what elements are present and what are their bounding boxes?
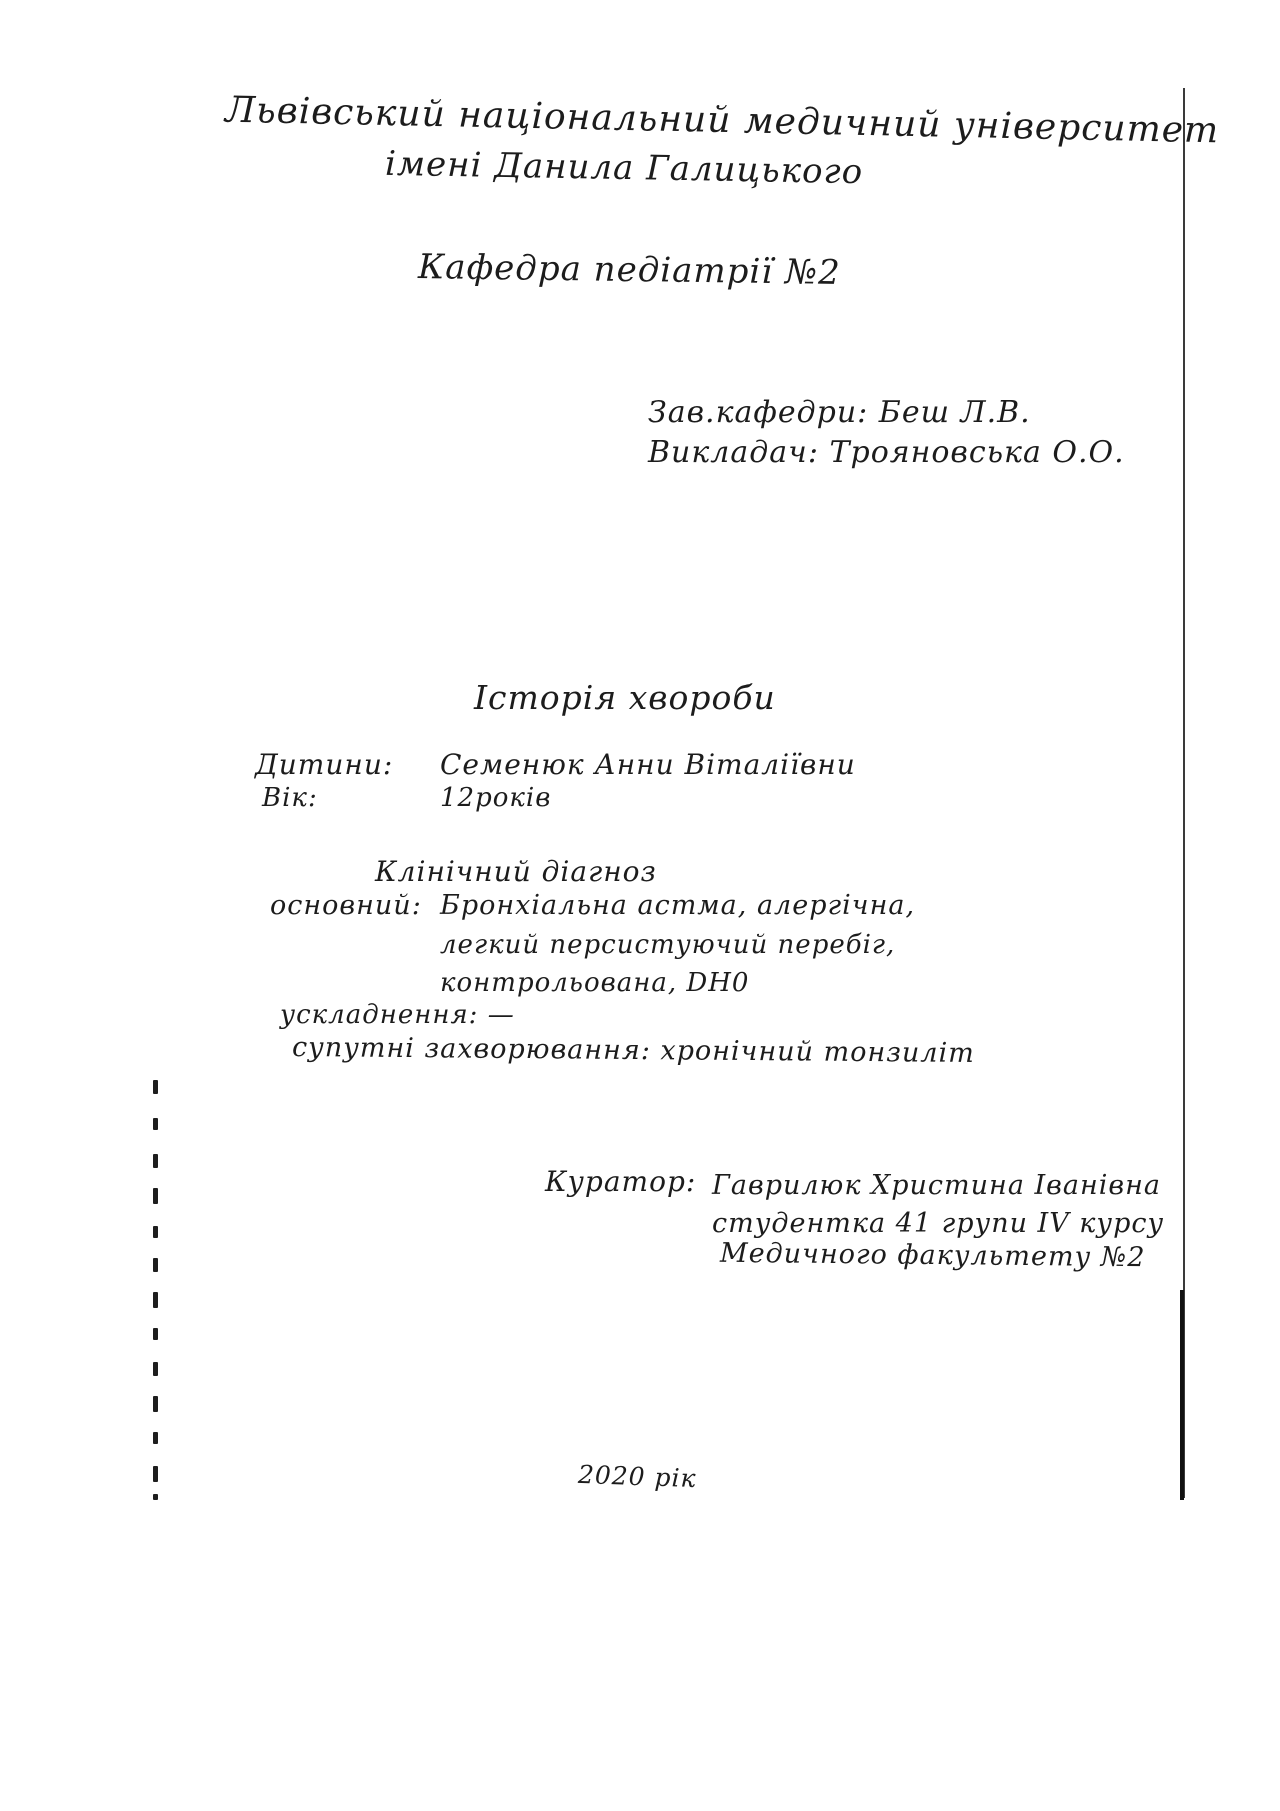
curator-student-info: студентка 41 групи IV курсу: [712, 1208, 1165, 1239]
document-year: 2020 рік: [577, 1459, 697, 1494]
main-diagnosis-line: Бронхіальна астма, алергічна,: [440, 890, 916, 921]
binding-marks: [153, 1080, 159, 1500]
head-of-department: Зав.кафедри: Беш Л.В.: [648, 395, 1031, 430]
child-name: Семенюк Анни Віталіївни: [440, 748, 856, 781]
curator-faculty: Медичного факультету №2: [719, 1237, 1146, 1274]
department-title: Кафедра педіатрії №2: [417, 247, 842, 293]
age-label: Вік:: [262, 783, 318, 813]
scan-edge-shadow: [1180, 1290, 1184, 1500]
university-name: Львівський національний медичний університет: [224, 89, 1220, 152]
teacher: Викладач: Трояновська О.О.: [648, 435, 1125, 470]
main-diagnosis-line: легкий персистуючий перебіг,: [440, 930, 896, 960]
university-name-line2: імені Данила Галицького: [384, 143, 864, 193]
complications: ускладнення: —: [280, 1000, 515, 1030]
document-title: Історія хвороби: [474, 678, 776, 717]
main-diagnosis-line: контрольована, DH0: [440, 968, 750, 998]
scan-edge-line: [1183, 88, 1185, 1498]
curator-name: Гаврилюк Христина Іванівна: [712, 1170, 1161, 1201]
diagnosis-heading: Клінічний діагноз: [375, 855, 657, 888]
age-value: 12років: [440, 783, 552, 813]
concomitant-diseases: супутні захворювання: хронічний тонзиліт: [291, 1032, 975, 1069]
curator-label: Куратор:: [545, 1165, 697, 1198]
child-label: Дитини:: [255, 748, 394, 781]
main-diagnosis-label: основний:: [270, 890, 422, 921]
